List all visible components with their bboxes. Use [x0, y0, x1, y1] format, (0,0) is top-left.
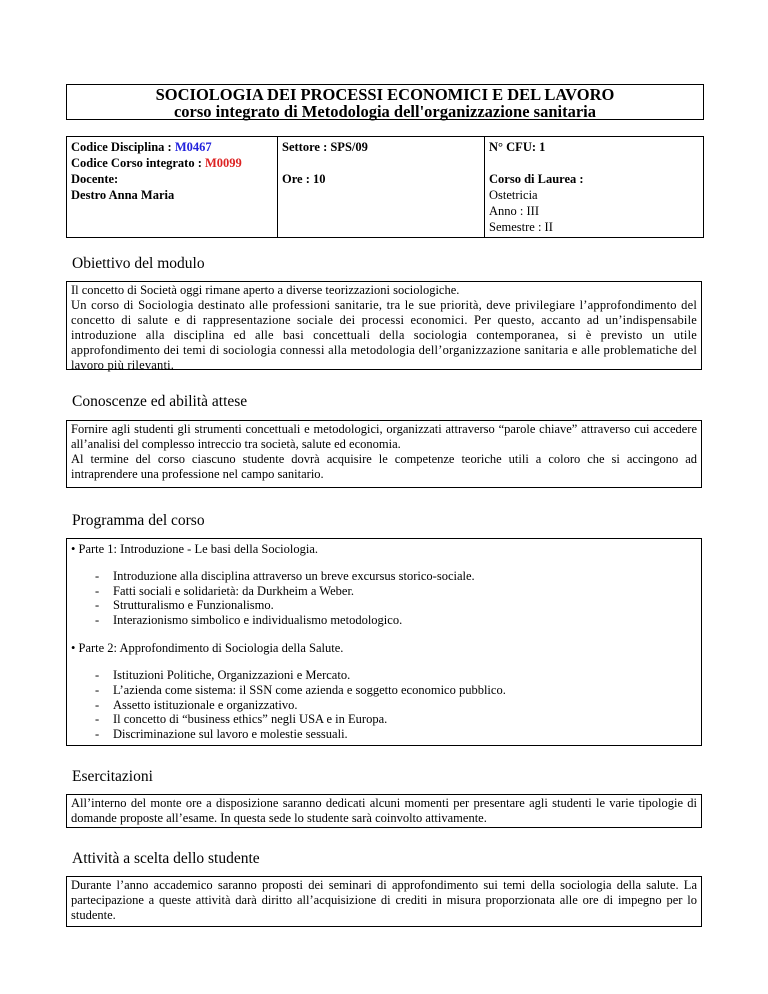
course-info-table: [66, 136, 704, 238]
list-item: - Interazionismo simbolico e individualismo metodologico.: [95, 612, 403, 627]
attivita-text: Durante l’anno accademico saranno proposti dei seminari di approfondimento sui temi della sociologia della salute. La partecipazione a queste attività darà diritto all’acquisizione di crediti in misura proporzionata alle ore di impegno per lo studente.: [71, 878, 697, 922]
programma-part2: • Parte 2: Approfondimento di Sociologia della Salute.: [71, 641, 344, 656]
obiettivo-text-2: Un corso di Sociologia destinato alle professioni sanitarie, tra le sue priorità, deve privilegiare l’approfondimento del concetto di salute e di rappresentazione sociale dei processi economici. Per questo, accanto ad un’indispensabile introduzione alla disciplina ed alle basi concettuali della sociologia contemporanea, si è previsto un utile approfondimento dei temi di sociologia connessi alla metodologia dell’organizzazione sanitaria e alle problematiche del lavoro più rilevanti.: [71, 298, 697, 372]
codice-disciplina-label: Codice Disciplina :: [71, 140, 175, 154]
list-item: - Discriminazione sul lavoro e molestie sessuali.: [95, 726, 348, 741]
ore: Ore : 10: [282, 172, 326, 186]
conoscenze-text-1: Fornire agli studenti gli strumenti concettuali e metodologici, organizzati attraverso “parole chiave” attraverso cui accedere all’analisi del complesso intreccio tra società, salute ed economia.: [71, 422, 697, 451]
list-item: - Assetto istituzionale e organizzativo.: [95, 697, 298, 712]
list-item: - Istituzioni Politiche, Organizzazioni e Mercato.: [95, 668, 351, 683]
section-heading-conoscenze: Conoscenze ed abilità attese: [72, 393, 248, 410]
list-item: - Fatti sociali e solidarietà: da Durkheim a Weber.: [95, 583, 355, 598]
anno: Anno : III: [489, 204, 539, 218]
list-item: - Il concetto di “business ethics” negli USA e in Europa.: [95, 712, 388, 727]
semestre: Semestre : II: [489, 220, 553, 234]
section-heading-esercitazioni: Esercitazioni: [72, 768, 153, 785]
corso-label: Corso di Laurea :: [489, 172, 584, 186]
document-title: SOCIOLOGIA DEI PROCESSI ECONOMICI E DEL LAVORO: [155, 85, 615, 104]
list-item: - L’azienda come sistema: il SSN come azienda e soggetto economico pubblico.: [95, 682, 506, 697]
codice-corso-value: M0099: [205, 156, 242, 170]
codes-cell: [67, 137, 278, 238]
section-heading-obiettivo: Obiettivo del modulo: [72, 255, 205, 272]
settore-ore-cell: [278, 137, 485, 238]
document-title-box: [66, 84, 704, 120]
document-subtitle: corso integrato di Metodologia dell'organizzazione sanitaria: [173, 102, 597, 121]
programma-part1-list: [71, 569, 697, 627]
list-item: - Strutturalismo e Funzionalismo.: [95, 598, 274, 613]
esercitazioni-box: [66, 794, 702, 828]
cfu-corso-cell: [485, 137, 704, 238]
obiettivo-text-1: Il concetto di Società oggi rimane aperto a diverse teorizzazioni sociologiche.: [71, 283, 460, 297]
programma-box: [66, 538, 702, 746]
obiettivo-box: [66, 281, 702, 370]
list-item: - Introduzione alla disciplina attraverso un breve excursus storico-sociale.: [95, 569, 475, 583]
programma-part1: • Parte 1: Introduzione - Le basi della Sociologia.: [71, 542, 319, 556]
conoscenze-box: [66, 420, 702, 488]
section-heading-programma: Programma del corso: [72, 512, 205, 529]
cfu: N° CFU: 1: [489, 140, 546, 154]
settore: Settore : SPS/09: [282, 140, 368, 154]
docente-value: Destro Anna Maria: [71, 188, 175, 202]
conoscenze-text-2: Al termine del corso ciascuno studente dovrà acquisire le competenze teoriche utili a coloro che si accingono ad intraprendere una professione nel campo sanitario.: [71, 452, 697, 481]
docente-label: Docente:: [71, 172, 119, 186]
section-heading-attivita: Attività a scelta dello studente: [72, 850, 260, 867]
corso-value: Ostetricia: [489, 188, 538, 202]
programma-part2-list: [71, 668, 697, 741]
esercitazioni-text: All’interno del monte ore a disposizione saranno dedicati alcuni momenti per presentare agli studenti le varie tipologie di domande proposte all’esame. In questa sede lo studente sarà coinvolto attivamente.: [71, 796, 697, 825]
attivita-box: [66, 876, 702, 927]
codice-disciplina-value: M0467: [174, 140, 212, 154]
codice-corso-label: Codice Corso integrato :: [71, 156, 205, 170]
